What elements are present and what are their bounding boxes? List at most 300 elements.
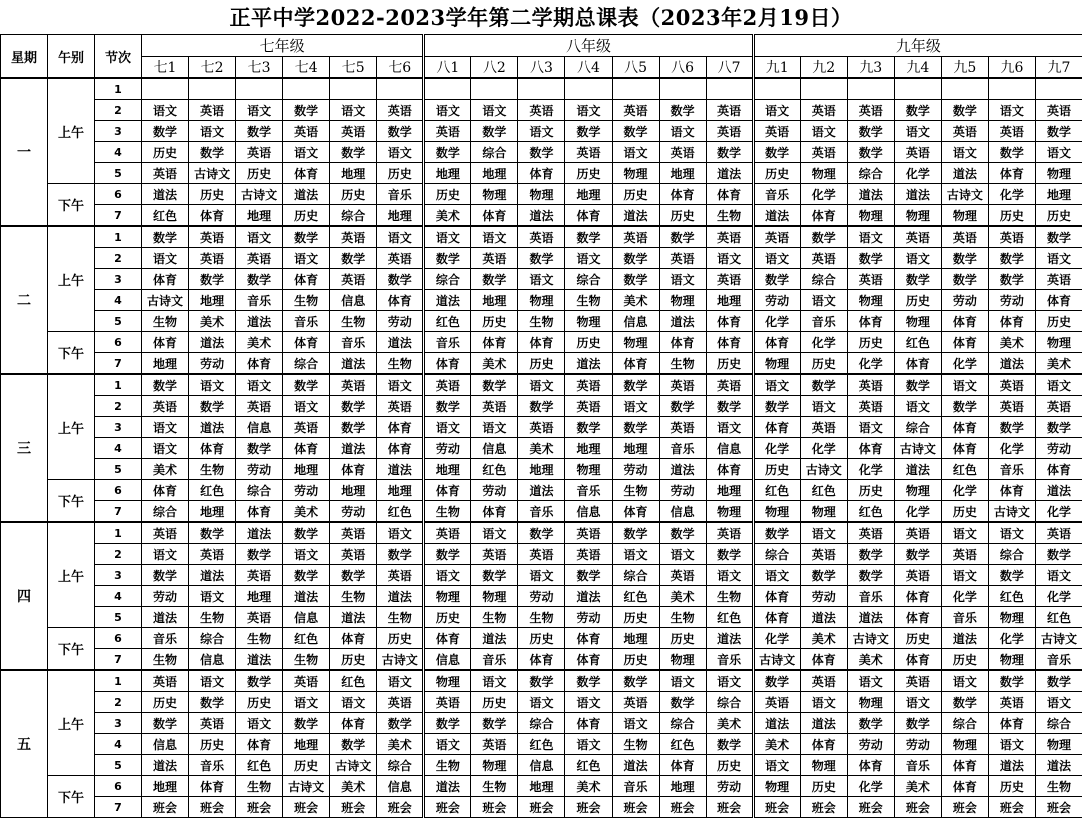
table-row (1, 501, 1082, 523)
schedule-cell: 道法 (894, 459, 941, 480)
schedule-cell: 劳动 (377, 311, 424, 332)
schedule-cell: 体育 (518, 163, 565, 184)
schedule-cell: 音乐 (565, 480, 612, 501)
schedule-cell: 语文 (283, 248, 330, 269)
period-number: 3 (95, 713, 142, 734)
schedule-cell: 化学 (1035, 586, 1082, 607)
schedule-cell: 音乐 (283, 311, 330, 332)
schedule-cell: 数学 (189, 269, 236, 290)
schedule-cell: 道法 (142, 184, 189, 205)
table-row (1, 226, 1082, 248)
schedule-cell (1035, 78, 1082, 100)
schedule-cell: 物理 (471, 184, 518, 205)
schedule-cell: 语文 (283, 544, 330, 565)
schedule-cell: 美术 (1035, 353, 1082, 375)
schedule-cell: 班会 (142, 797, 189, 818)
schedule-cell: 劳动 (1035, 438, 1082, 459)
schedule-cell: 英语 (1035, 396, 1082, 417)
schedule-cell: 道法 (330, 438, 377, 459)
schedule-cell (659, 78, 706, 100)
schedule-cell: 古诗文 (800, 459, 847, 480)
schedule-cell: 物理 (471, 586, 518, 607)
schedule-cell: 语文 (800, 522, 847, 544)
schedule-cell: 语文 (142, 438, 189, 459)
schedule-cell: 生物 (424, 755, 471, 776)
class-header: 八4 (565, 57, 612, 79)
schedule-cell: 历史 (753, 163, 800, 184)
schedule-cell: 英语 (894, 565, 941, 586)
schedule-cell: 音乐 (471, 649, 518, 671)
schedule-cell: 数学 (659, 226, 706, 248)
schedule-cell: 数学 (612, 522, 659, 544)
schedule-cell: 综合 (424, 269, 471, 290)
schedule-cell: 地理 (612, 628, 659, 649)
schedule-cell: 语文 (189, 586, 236, 607)
schedule-cell: 班会 (283, 797, 330, 818)
schedule-cell: 英语 (142, 670, 189, 692)
schedule-cell: 英语 (706, 374, 753, 396)
schedule-cell: 数学 (659, 100, 706, 121)
class-header: 九3 (847, 57, 894, 79)
schedule-cell: 地理 (377, 480, 424, 501)
period-number: 1 (95, 226, 142, 248)
schedule-cell: 英语 (189, 713, 236, 734)
schedule-cell: 地理 (659, 776, 706, 797)
schedule-cell: 体育 (941, 755, 988, 776)
schedule-cell: 体育 (753, 586, 800, 607)
schedule-cell: 语文 (236, 226, 283, 248)
class-header: 九6 (988, 57, 1035, 79)
schedule-cell: 生物 (612, 480, 659, 501)
schedule-cell: 体育 (659, 184, 706, 205)
schedule-cell: 体育 (142, 332, 189, 353)
schedule-cell: 音乐 (941, 607, 988, 628)
schedule-cell: 英语 (189, 248, 236, 269)
period-number: 2 (95, 248, 142, 269)
schedule-cell: 道法 (941, 628, 988, 649)
schedule-cell: 综合 (142, 501, 189, 523)
class-header: 八1 (424, 57, 471, 79)
schedule-cell: 数学 (283, 565, 330, 586)
grade-header: 七年级 (142, 35, 424, 57)
schedule-cell: 综合 (189, 628, 236, 649)
schedule-cell: 体育 (800, 205, 847, 227)
schedule-cell: 语文 (471, 417, 518, 438)
schedule-cell: 数学 (330, 396, 377, 417)
schedule-cell: 道法 (1035, 755, 1082, 776)
half-day-label: 下午 (48, 628, 95, 671)
schedule-cell: 数学 (941, 100, 988, 121)
schedule-cell: 语文 (424, 226, 471, 248)
schedule-cell: 道法 (612, 755, 659, 776)
schedule-cell: 数学 (800, 374, 847, 396)
schedule-cell: 美术 (659, 586, 706, 607)
schedule-cell: 数学 (424, 713, 471, 734)
period-number: 7 (95, 353, 142, 375)
schedule-cell: 信息 (142, 734, 189, 755)
schedule-cell: 生物 (236, 776, 283, 797)
schedule-cell: 英语 (377, 396, 424, 417)
schedule-cell: 英语 (377, 565, 424, 586)
period-number: 2 (95, 692, 142, 713)
schedule-cell: 信息 (377, 776, 424, 797)
schedule-cell: 体育 (612, 353, 659, 375)
schedule-cell: 物理 (518, 184, 565, 205)
schedule-cell: 生物 (142, 311, 189, 332)
schedule-cell: 数学 (1035, 670, 1082, 692)
period-number: 2 (95, 396, 142, 417)
schedule-cell: 道法 (377, 459, 424, 480)
schedule-cell: 道法 (753, 205, 800, 227)
class-header: 九7 (1035, 57, 1082, 79)
schedule-cell: 数学 (612, 121, 659, 142)
schedule-cell: 化学 (847, 353, 894, 375)
day-label: 三 (1, 374, 48, 522)
schedule-cell: 英语 (800, 544, 847, 565)
schedule-cell: 数学 (988, 248, 1035, 269)
schedule-cell: 数学 (847, 565, 894, 586)
schedule-cell: 古诗文 (189, 163, 236, 184)
schedule-cell: 美术 (612, 290, 659, 311)
schedule-cell: 数学 (377, 121, 424, 142)
schedule-cell: 英语 (189, 544, 236, 565)
schedule-cell: 数学 (988, 417, 1035, 438)
schedule-cell: 英语 (612, 226, 659, 248)
schedule-cell: 物理 (518, 290, 565, 311)
schedule-cell: 生物 (377, 353, 424, 375)
table-row (1, 755, 1082, 776)
schedule-cell: 数学 (988, 565, 1035, 586)
schedule-cell: 道法 (612, 205, 659, 227)
schedule-cell: 数学 (847, 248, 894, 269)
period-number: 7 (95, 501, 142, 523)
schedule-cell: 音乐 (800, 311, 847, 332)
header-half: 午别 (48, 35, 95, 79)
schedule-cell: 历史 (612, 649, 659, 671)
schedule-cell: 英语 (189, 100, 236, 121)
schedule-cell: 体育 (377, 290, 424, 311)
schedule-cell: 语文 (659, 544, 706, 565)
schedule-cell: 综合 (847, 163, 894, 184)
schedule-cell: 美术 (330, 776, 377, 797)
schedule-cell: 物理 (612, 163, 659, 184)
schedule-cell: 地理 (659, 163, 706, 184)
schedule-cell: 语文 (1035, 565, 1082, 586)
schedule-cell: 美术 (236, 332, 283, 353)
schedule-cell: 化学 (1035, 501, 1082, 523)
table-row (1, 100, 1082, 121)
period-number: 1 (95, 374, 142, 396)
schedule-cell: 劳动 (753, 290, 800, 311)
schedule-cell: 道法 (847, 184, 894, 205)
schedule-cell: 物理 (988, 607, 1035, 628)
schedule-cell: 语文 (847, 670, 894, 692)
schedule-cell: 物理 (988, 649, 1035, 671)
schedule-cell: 语文 (941, 670, 988, 692)
schedule-cell: 地理 (471, 163, 518, 184)
schedule-cell: 英语 (518, 544, 565, 565)
schedule-cell: 劳动 (189, 353, 236, 375)
class-header: 七6 (377, 57, 424, 79)
schedule-cell: 信息 (330, 290, 377, 311)
schedule-cell: 数学 (142, 565, 189, 586)
schedule-cell: 体育 (518, 332, 565, 353)
half-day-label: 上午 (48, 226, 95, 332)
schedule-cell: 综合 (894, 417, 941, 438)
schedule-cell: 班会 (659, 797, 706, 818)
schedule-cell: 化学 (941, 480, 988, 501)
period-number: 5 (95, 755, 142, 776)
schedule-cell: 地理 (518, 776, 565, 797)
schedule-cell: 英语 (941, 121, 988, 142)
half-day-label: 上午 (48, 670, 95, 776)
class-header: 九4 (894, 57, 941, 79)
schedule-cell: 综合 (753, 544, 800, 565)
schedule-cell: 地理 (236, 205, 283, 227)
schedule-cell: 物理 (612, 332, 659, 353)
schedule-cell: 地理 (565, 438, 612, 459)
table-row (1, 480, 1082, 501)
schedule-cell: 道法 (424, 776, 471, 797)
schedule-cell: 体育 (753, 607, 800, 628)
schedule-cell: 物理 (800, 163, 847, 184)
schedule-cell: 班会 (565, 797, 612, 818)
schedule-cell: 英语 (330, 544, 377, 565)
schedule-cell: 英语 (988, 226, 1035, 248)
schedule-cell: 数学 (236, 121, 283, 142)
schedule-cell: 物理 (894, 205, 941, 227)
schedule-cell: 英语 (706, 100, 753, 121)
schedule-cell (800, 78, 847, 100)
schedule-cell: 地理 (424, 459, 471, 480)
schedule-cell: 体育 (236, 734, 283, 755)
schedule-cell: 体育 (753, 332, 800, 353)
schedule-cell: 红色 (941, 459, 988, 480)
table-row (1, 670, 1082, 692)
schedule-cell: 语文 (283, 396, 330, 417)
schedule-cell: 生物 (283, 290, 330, 311)
schedule-cell: 红色 (706, 607, 753, 628)
schedule-cell: 道法 (330, 607, 377, 628)
schedule-cell: 数学 (565, 565, 612, 586)
schedule-cell (189, 78, 236, 100)
schedule-cell: 体育 (518, 649, 565, 671)
schedule-cell: 历史 (518, 628, 565, 649)
schedule-cell: 数学 (565, 670, 612, 692)
schedule-cell: 班会 (471, 797, 518, 818)
schedule-cell: 美术 (706, 713, 753, 734)
schedule-cell: 生物 (283, 649, 330, 671)
schedule-cell: 数学 (471, 121, 518, 142)
schedule-cell: 古诗文 (753, 649, 800, 671)
schedule-cell: 物理 (753, 776, 800, 797)
schedule-cell: 地理 (283, 734, 330, 755)
schedule-cell: 道法 (800, 607, 847, 628)
schedule-cell: 数学 (471, 269, 518, 290)
schedule-cell: 体育 (330, 459, 377, 480)
schedule-cell: 英语 (1035, 269, 1082, 290)
schedule-cell: 数学 (518, 248, 565, 269)
schedule-cell: 美术 (518, 438, 565, 459)
schedule-cell: 数学 (518, 522, 565, 544)
schedule-cell: 英语 (706, 269, 753, 290)
schedule-cell: 综合 (236, 480, 283, 501)
schedule-cell: 地理 (236, 586, 283, 607)
schedule-cell: 英语 (847, 522, 894, 544)
half-day-label: 下午 (48, 480, 95, 523)
schedule-cell: 数学 (612, 374, 659, 396)
schedule-cell: 语文 (424, 417, 471, 438)
schedule-cell: 道法 (988, 755, 1035, 776)
schedule-cell (424, 78, 471, 100)
schedule-cell (941, 78, 988, 100)
page-title: 正平中学2022-2023学年第二学期总课表（2023年2月19日） (0, 0, 1082, 34)
schedule-cell: 体育 (988, 480, 1035, 501)
schedule-cell: 语文 (330, 100, 377, 121)
schedule-cell: 数学 (894, 100, 941, 121)
schedule-cell: 语文 (565, 100, 612, 121)
schedule-cell: 道法 (753, 713, 800, 734)
schedule-cell: 历史 (800, 776, 847, 797)
schedule-cell: 英语 (518, 226, 565, 248)
table-row (1, 121, 1082, 142)
schedule-cell: 语文 (612, 544, 659, 565)
schedule-cell: 古诗文 (236, 184, 283, 205)
schedule-cell: 历史 (894, 628, 941, 649)
schedule-cell: 数学 (941, 248, 988, 269)
schedule-cell: 语文 (894, 121, 941, 142)
schedule-cell: 生物 (189, 459, 236, 480)
schedule-cell: 数学 (612, 248, 659, 269)
schedule-cell: 地理 (518, 459, 565, 480)
schedule-cell: 地理 (565, 184, 612, 205)
header-period: 节次 (95, 35, 142, 79)
schedule-cell: 历史 (330, 649, 377, 671)
schedule-cell: 数学 (847, 544, 894, 565)
schedule-cell: 历史 (894, 290, 941, 311)
table-row (1, 332, 1082, 353)
period-number: 4 (95, 734, 142, 755)
schedule-cell: 劳动 (659, 480, 706, 501)
schedule-cell: 物理 (659, 649, 706, 671)
schedule-cell: 劳动 (283, 480, 330, 501)
schedule-cell: 数学 (330, 248, 377, 269)
table-row (1, 522, 1082, 544)
schedule-cell: 化学 (847, 776, 894, 797)
schedule-cell: 数学 (894, 713, 941, 734)
header-day: 星期 (1, 35, 48, 79)
schedule-cell: 物理 (894, 311, 941, 332)
schedule-cell: 美术 (142, 459, 189, 480)
schedule-cell: 体育 (894, 353, 941, 375)
schedule-cell: 生物 (424, 501, 471, 523)
schedule-cell: 英语 (424, 374, 471, 396)
schedule-cell: 信息 (518, 755, 565, 776)
schedule-cell: 地理 (706, 290, 753, 311)
schedule-cell: 英语 (659, 142, 706, 163)
schedule-cell: 信息 (236, 417, 283, 438)
period-number: 6 (95, 628, 142, 649)
schedule-cell: 英语 (988, 121, 1035, 142)
schedule-cell: 数学 (189, 142, 236, 163)
schedule-cell: 地理 (142, 776, 189, 797)
period-number: 5 (95, 459, 142, 480)
class-header: 八6 (659, 57, 706, 79)
schedule-cell: 地理 (283, 459, 330, 480)
table-row (1, 184, 1082, 205)
schedule-cell: 道法 (424, 290, 471, 311)
schedule-cell: 语文 (941, 522, 988, 544)
schedule-cell: 英语 (612, 100, 659, 121)
schedule-cell: 语文 (706, 565, 753, 586)
schedule-cell (612, 78, 659, 100)
schedule-cell: 数学 (283, 713, 330, 734)
schedule-cell: 历史 (236, 163, 283, 184)
schedule-cell: 英语 (706, 226, 753, 248)
class-header: 八3 (518, 57, 565, 79)
schedule-cell: 综合 (612, 565, 659, 586)
schedule-cell: 数学 (706, 544, 753, 565)
schedule-cell: 化学 (988, 438, 1035, 459)
table-row (1, 713, 1082, 734)
schedule-cell: 历史 (518, 353, 565, 375)
class-header: 七3 (236, 57, 283, 79)
schedule-cell: 历史 (988, 776, 1035, 797)
schedule-cell: 英语 (659, 565, 706, 586)
schedule-cell: 英语 (847, 374, 894, 396)
schedule-cell: 数学 (847, 142, 894, 163)
schedule-cell: 语文 (565, 248, 612, 269)
schedule-cell: 英语 (565, 522, 612, 544)
schedule-cell: 数学 (283, 374, 330, 396)
schedule-cell: 英语 (659, 417, 706, 438)
schedule-cell: 历史 (236, 692, 283, 713)
schedule-cell: 语文 (753, 565, 800, 586)
schedule-cell: 道法 (847, 607, 894, 628)
schedule-cell: 历史 (377, 628, 424, 649)
schedule-cell: 体育 (941, 417, 988, 438)
schedule-cell: 数学 (283, 100, 330, 121)
schedule-cell: 数学 (236, 670, 283, 692)
schedule-cell: 语文 (800, 692, 847, 713)
schedule-cell: 红色 (847, 501, 894, 523)
schedule-cell (518, 78, 565, 100)
schedule-cell: 英语 (800, 417, 847, 438)
schedule-cell: 劳动 (424, 438, 471, 459)
schedule-cell: 英语 (894, 142, 941, 163)
schedule-cell: 英语 (471, 248, 518, 269)
schedule-cell: 信息 (283, 607, 330, 628)
schedule-cell: 综合 (941, 713, 988, 734)
schedule-cell: 英语 (236, 142, 283, 163)
schedule-cell: 化学 (800, 438, 847, 459)
schedule-cell: 语文 (283, 142, 330, 163)
schedule-cell: 英语 (424, 692, 471, 713)
schedule-cell: 历史 (800, 353, 847, 375)
schedule-cell: 语文 (612, 142, 659, 163)
schedule-cell: 英语 (753, 226, 800, 248)
schedule-cell: 语文 (1035, 374, 1082, 396)
table-row (1, 290, 1082, 311)
schedule-cell: 化学 (988, 184, 1035, 205)
schedule-cell: 体育 (424, 353, 471, 375)
schedule-cell: 英语 (424, 121, 471, 142)
schedule-cell: 体育 (706, 332, 753, 353)
schedule-cell: 数学 (988, 269, 1035, 290)
day-label: 四 (1, 522, 48, 670)
schedule-cell: 古诗文 (142, 290, 189, 311)
schedule-cell: 数学 (142, 121, 189, 142)
